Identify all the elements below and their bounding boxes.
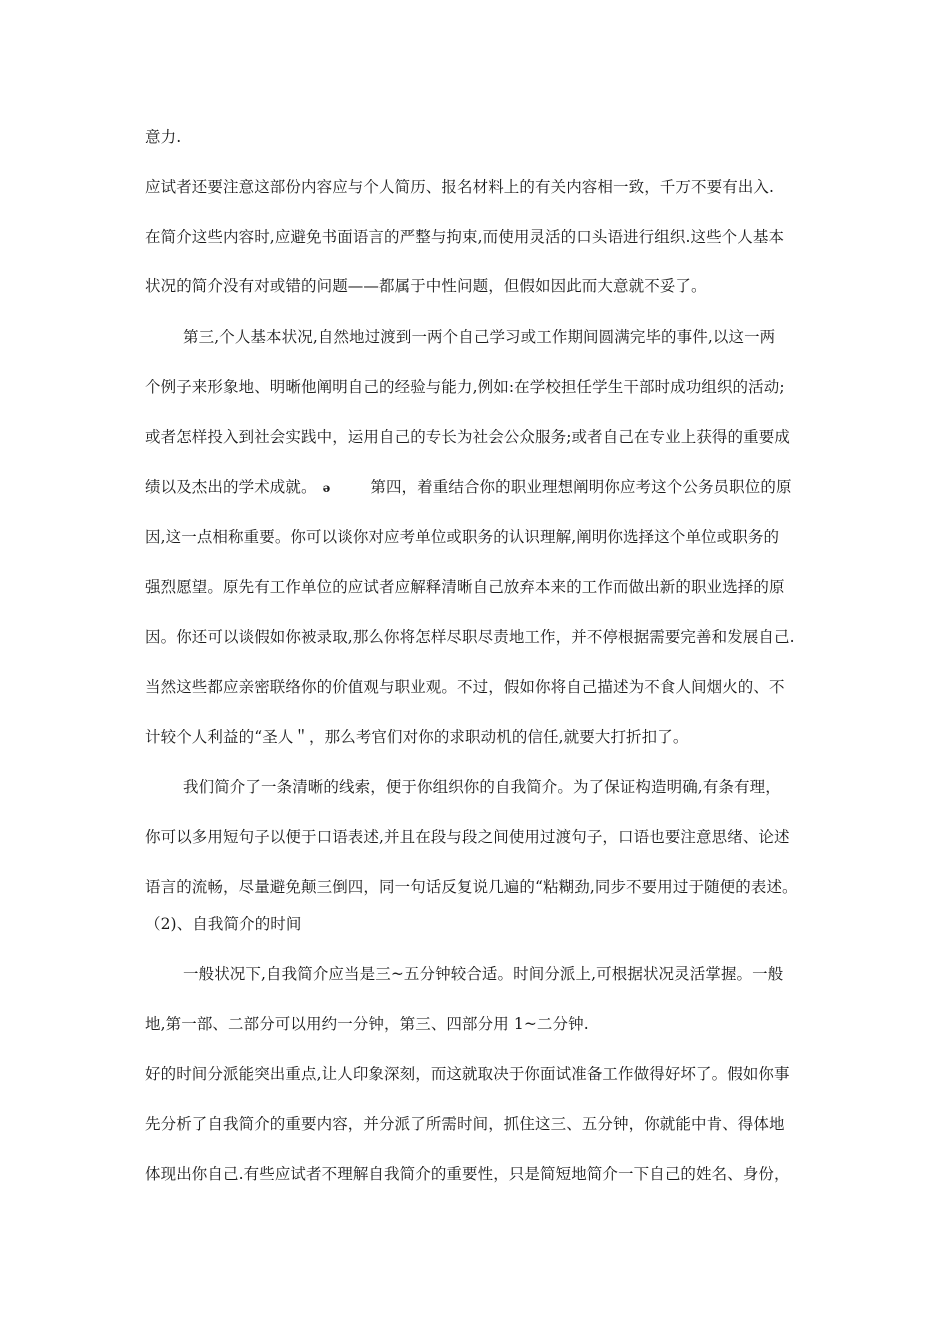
text-line: 个例子来形象地、明晰他阐明自己的经验与能力,例如:在学校担任学生干部时成功组织的活动; xyxy=(145,378,785,396)
text-line-with-mark xyxy=(145,477,792,498)
section-heading: （2)、自我简介的时间 xyxy=(145,915,302,933)
text-segment: 第四，着重结合你的职业理想阐明你应考这个公务员职位的原 xyxy=(370,478,792,496)
text-line: 应试者还要注意这部份内容应与个人简历、报名材料上的有关内容相一致，千万不要有出入. xyxy=(145,178,775,196)
text-line: 好的时间分派能突出重点,让人印象深刻，而这就取决于你面试准备工作做得好坏了。假如你事 xyxy=(145,1065,790,1083)
text-line: 因,这一点相称重要。你可以谈你对应考单位或职务的认识理解,阐明你选择这个单位或职务的 xyxy=(145,528,780,546)
text-line: 地,第一部、二部分可以用约一分钟，第三、四部分用 1~二分钟. xyxy=(145,1015,589,1033)
text-line: 第三,个人基本状况,自然地过渡到一两个自己学习或工作期间圆满完毕的事件,以这一两 xyxy=(183,328,776,346)
text-line: 强烈愿望。原先有工作单位的应试者应解释清晰自己放弃本来的工作而做出新的职业选择的原 xyxy=(145,578,785,596)
text-line: 体现出你自己.有些应试者不理解自我简介的重要性，只是简短地简介一下自己的姓名、身份， xyxy=(145,1165,790,1183)
text-line: 意力. xyxy=(145,128,182,146)
text-line: 一般状况下,自我简介应当是三~五分钟较合适。时间分派上,可根据状况灵活掌握。一般 xyxy=(183,965,784,983)
inline-mark-icon: ǝ xyxy=(322,481,331,495)
text-segment: 绩以及杰出的学术成就。 xyxy=(145,478,317,496)
text-line: 计较个人利益的“圣人＂，那么考官们对你的求职动机的信任,就要大打折扣了。 xyxy=(145,728,689,746)
text-line: 状况的简介没有对或错的问题——都属于中性问题，但假如因此而大意就不妥了。 xyxy=(145,277,707,295)
text-line: 语言的流畅，尽量避免颠三倒四，同一句话反复说几遍的“粘糊劲,同步不要用过于随便的表述。 xyxy=(145,878,798,896)
text-line: 在简介这些内容时,应避免书面语言的严整与拘束,而使用灵活的口头语进行组织.这些个人基本 xyxy=(145,228,785,246)
text-line: 当然这些都应亲密联络你的价值观与职业观。不过，假如你将自己描述为不食人间烟火的、不 xyxy=(145,678,785,696)
text-line: 我们简介了一条清晰的线索，便于你组织你的自我简介。为了保证构造明确,有条有理， xyxy=(183,778,781,796)
text-line: 先分析了自我简介的重要内容，并分派了所需时间，抓住这三、五分钟，你就能中肯、得体地 xyxy=(145,1115,785,1133)
text-line: 或者怎样投入到社会实践中，运用自己的专长为社会公众服务;或者自己在专业上获得的重要成 xyxy=(145,428,790,446)
text-line: 你可以多用短句子以便于口语表述,并且在段与段之间使用过渡句子，口语也要注意思绪、论述 xyxy=(145,828,790,846)
text-line: 因。你还可以谈假如你被录取,那么你将怎样尽职尽责地工作，并不停根据需要完善和发展自己. xyxy=(145,628,795,646)
